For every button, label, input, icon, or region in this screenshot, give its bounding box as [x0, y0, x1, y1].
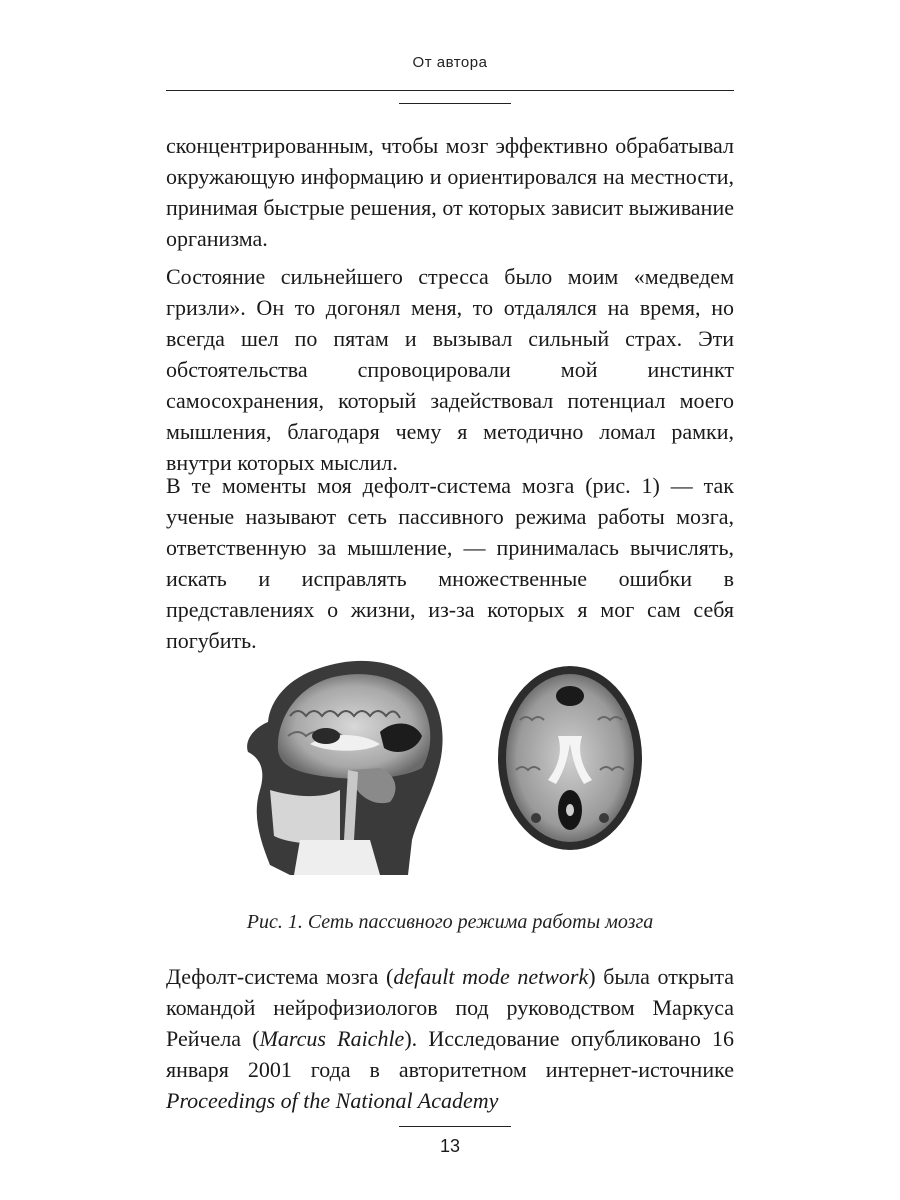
axial-brain-mri	[498, 666, 642, 850]
paragraph-4	[166, 961, 734, 1116]
sagittal-brain-mri	[247, 661, 442, 875]
term-pnas: Proceedings of the National Academy	[166, 1088, 499, 1113]
paragraph-4-part1: Дефолт-система мозга (	[166, 964, 394, 989]
running-head: От автора	[412, 54, 488, 71]
footer-rule	[399, 1126, 511, 1127]
page-number: 13	[439, 1136, 461, 1156]
paragraph-4-part2: ) была открыта командой нейрофизиологов под руководством Маркуса Рейчела (	[166, 964, 734, 1051]
paragraph-4-part3: ). Исследование опубликовано 16 января 2001 года в авторитетном интернет-источнике	[166, 1026, 734, 1082]
paragraph-3: В те моменты моя дефолт-система мозга (рис. 1) — так ученые называют сеть пассивного режима работы мозга, ответственную за мышление, — принималась вычислять, искать и исправлять множественные ошибки в представлениях о жизни, из-за которых я мог сам себя погубить.	[166, 473, 734, 653]
header-short-rule	[399, 103, 511, 104]
header-rule	[166, 90, 734, 91]
paragraph-1: сконцентрированным, чтобы мозг эффективно обрабатывал окружающую информацию и ориентировался на местности, принимая быстрые решения, от которых зависит выживание организма.	[166, 133, 734, 251]
figure-brain-mri	[230, 640, 670, 885]
figure-caption: Рис. 1. Сеть пассивного режима работы мозга	[246, 911, 654, 933]
paragraph-2: Состояние сильнейшего стресса было моим «медведем гризли». Он то догонял меня, то отдалялся на время, но всегда шел по пятам и вызывал сильный страх. Эти обстоятельства спровоцировали мой инстинкт самосохранения, который задействовал потенциал моего мышления, благодаря чему я методично ломал рамки, внутри которых мыслил.	[166, 264, 734, 475]
term-default-mode-network: default mode network	[393, 964, 589, 989]
term-marcus-raichle: Marcus Raichle	[259, 1026, 405, 1051]
brain-mri-figure	[230, 640, 670, 885]
